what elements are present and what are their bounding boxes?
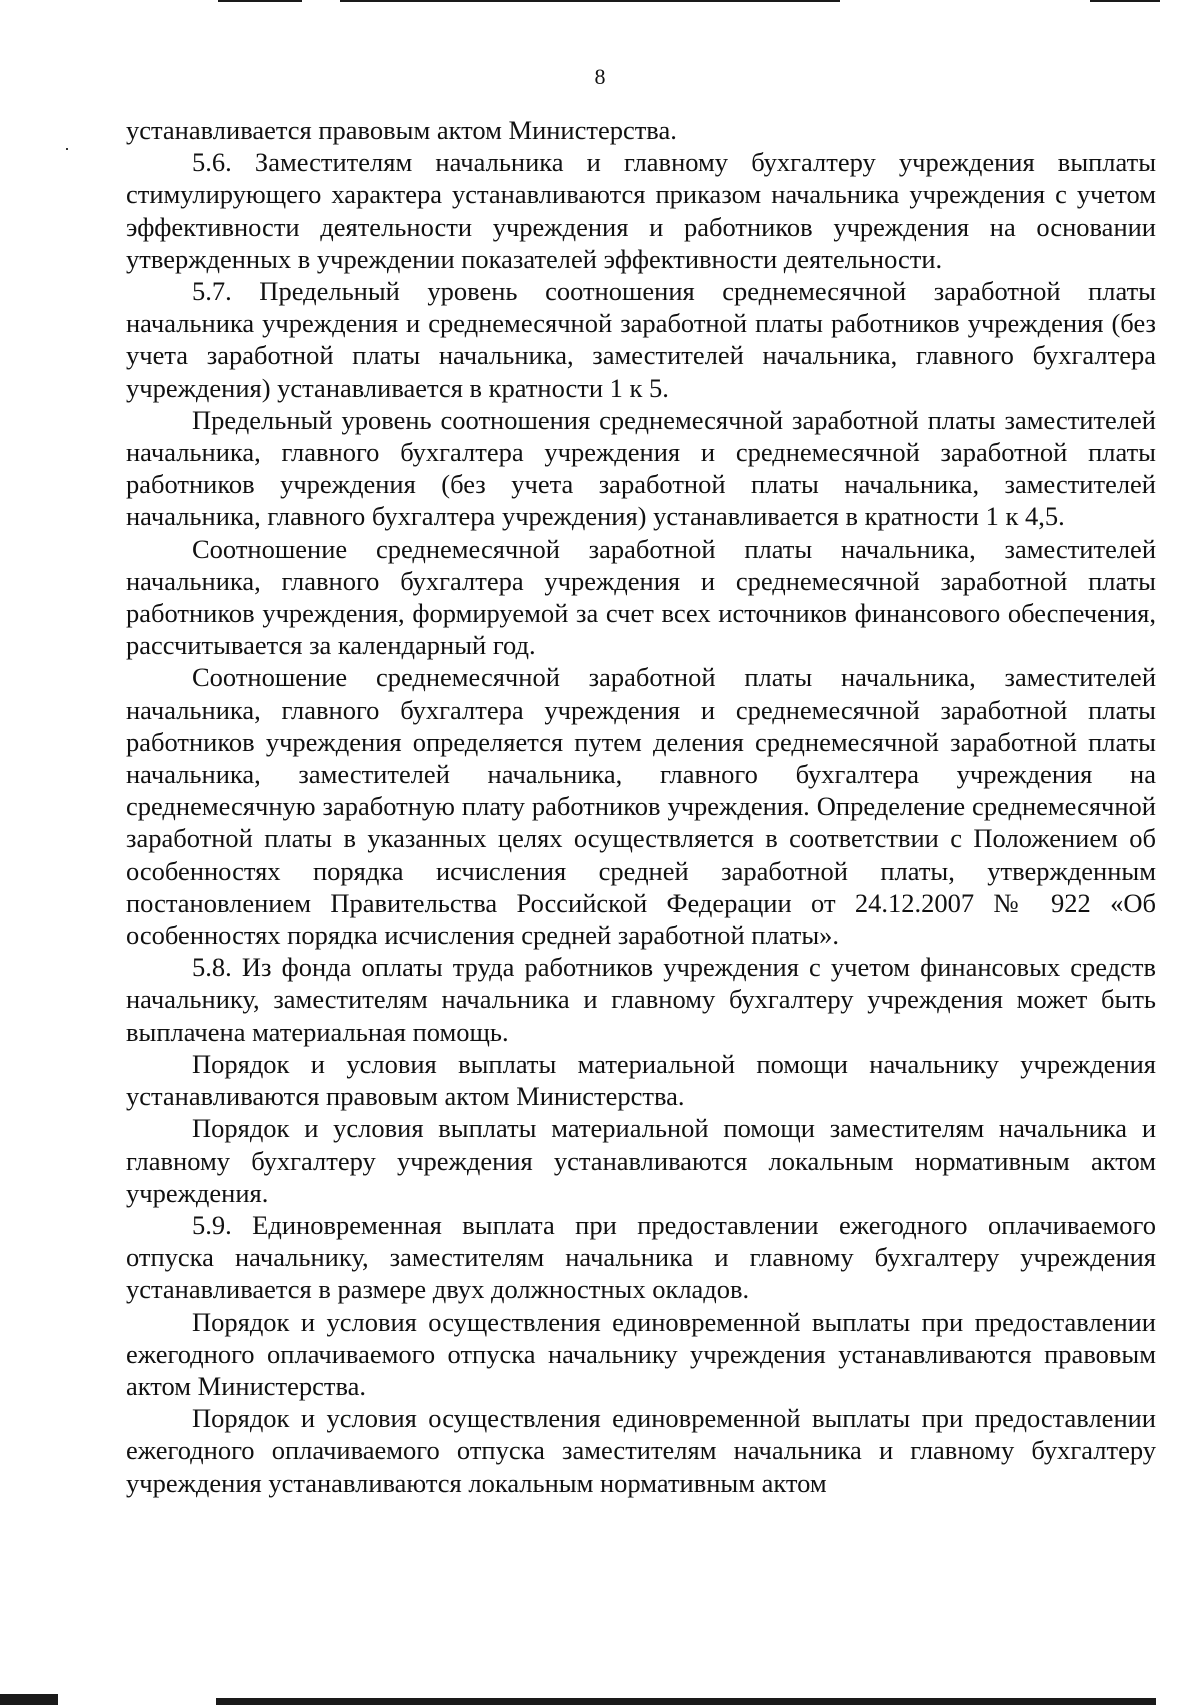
paragraph-5-8: 5.8. Из фонда оплаты труда работников учреждения с учетом финансовых средств начальнику, заместителям начальника и главному бухгалтеру учреждения может быть выплачена материальная помощь. (126, 952, 1156, 1047)
scan-edge-top-left (218, 0, 302, 2)
document-body (126, 114, 1156, 1499)
scan-edge-top-right (1090, 0, 1160, 2)
paragraph-aid-deputies: Порядок и условия выплаты материальной помощи заместителям начальника и главному бухгалтеру учреждения устанавливаются локальным нормативным актом учреждения. (126, 1113, 1156, 1208)
scan-edge-bottom-center (216, 1698, 1156, 1705)
paragraph-5-9: 5.9. Единовременная выплата при предоставлении ежегодного оплачиваемого отпуска начальнику, заместителям начальника и главному бухгалтеру учреждения устанавливается в размере двух должностных окладов. (126, 1209, 1156, 1305)
page-number: 8 (594, 64, 606, 89)
paragraph-continuation: устанавливается правовым актом Министерства. (126, 115, 677, 145)
scan-edge-top-center (340, 0, 840, 2)
scan-edge-bottom-left (0, 1694, 58, 1705)
scan-speck (66, 148, 68, 150)
paragraph-5-6: 5.6. Заместителям начальника и главному бухгалтеру учреждения выплаты стимулирующего характера устанавливаются приказом начальника учреждения с учетом эффективности деятельности учреждения и работников учреждения на основании утвержденных в учреждении показателей эффективности деятельности. (126, 147, 1156, 274)
paragraph-ratio-method: Соотношение среднемесячной заработной платы начальника, заместителей начальника, главного бухгалтера учреждения и среднемесячной заработной платы работников учреждения определяется путем деления среднемесячной заработной платы начальника, заместителей начальника, главного бухгалтера учреждения на среднемесячную заработную плату работников учреждения. Определение среднемесячной заработной платы в указанных целях осуществляется в соответствии с Положением об особенностях порядка исчисления средней заработной платы, утвержденным постановлением Правительства Российской Федерации от 24.12.2007 № 922 «Об особенностях порядка исчисления средней заработной платы». (126, 662, 1156, 951)
paragraph-leave-payment-head: Порядок и условия осуществления единовременной выплаты при предоставлении ежегодного оплачиваемого отпуска начальнику учреждения устанавливаются правовым актом Министерства. (126, 1306, 1156, 1401)
paragraph-5-7: 5.7. Предельный уровень соотношения среднемесячной заработной платы начальника учреждения и среднемесячной заработной платы работников учреждения (без учета заработной платы начальника, заместителей начальника, главного бухгалтера учреждения) устанавливается в кратности 1 к 5. (126, 276, 1156, 403)
paragraph-aid-head: Порядок и условия выплаты материальной помощи начальнику учреждения устанавливаются правовым актом Министерства. (126, 1048, 1156, 1112)
paragraph-ratio-calculation-period: Соотношение среднемесячной заработной платы начальника, заместителей начальника, главного бухгалтера учреждения и среднемесячной заработной платы работников учреждения, формируемой за счет всех источников финансового обеспечения, рассчитывается за календарный год. (126, 533, 1156, 661)
paragraph-leave-payment-deputies: Порядок и условия осуществления единовременной выплаты при предоставлении ежегодного оплачиваемого отпуска заместителям начальника и главному бухгалтеру учреждения устанавливаются локальным нормативным актом (126, 1403, 1156, 1498)
paragraph-deputies-ratio: Предельный уровень соотношения среднемесячной заработной платы заместителей начальника, главного бухгалтера учреждения и среднемесячной заработной платы работников учреждения (без учета заработной платы начальника, заместителей начальника, главного бухгалтера учреждения) устанавливается в кратности 1 к 4,5. (126, 404, 1156, 532)
